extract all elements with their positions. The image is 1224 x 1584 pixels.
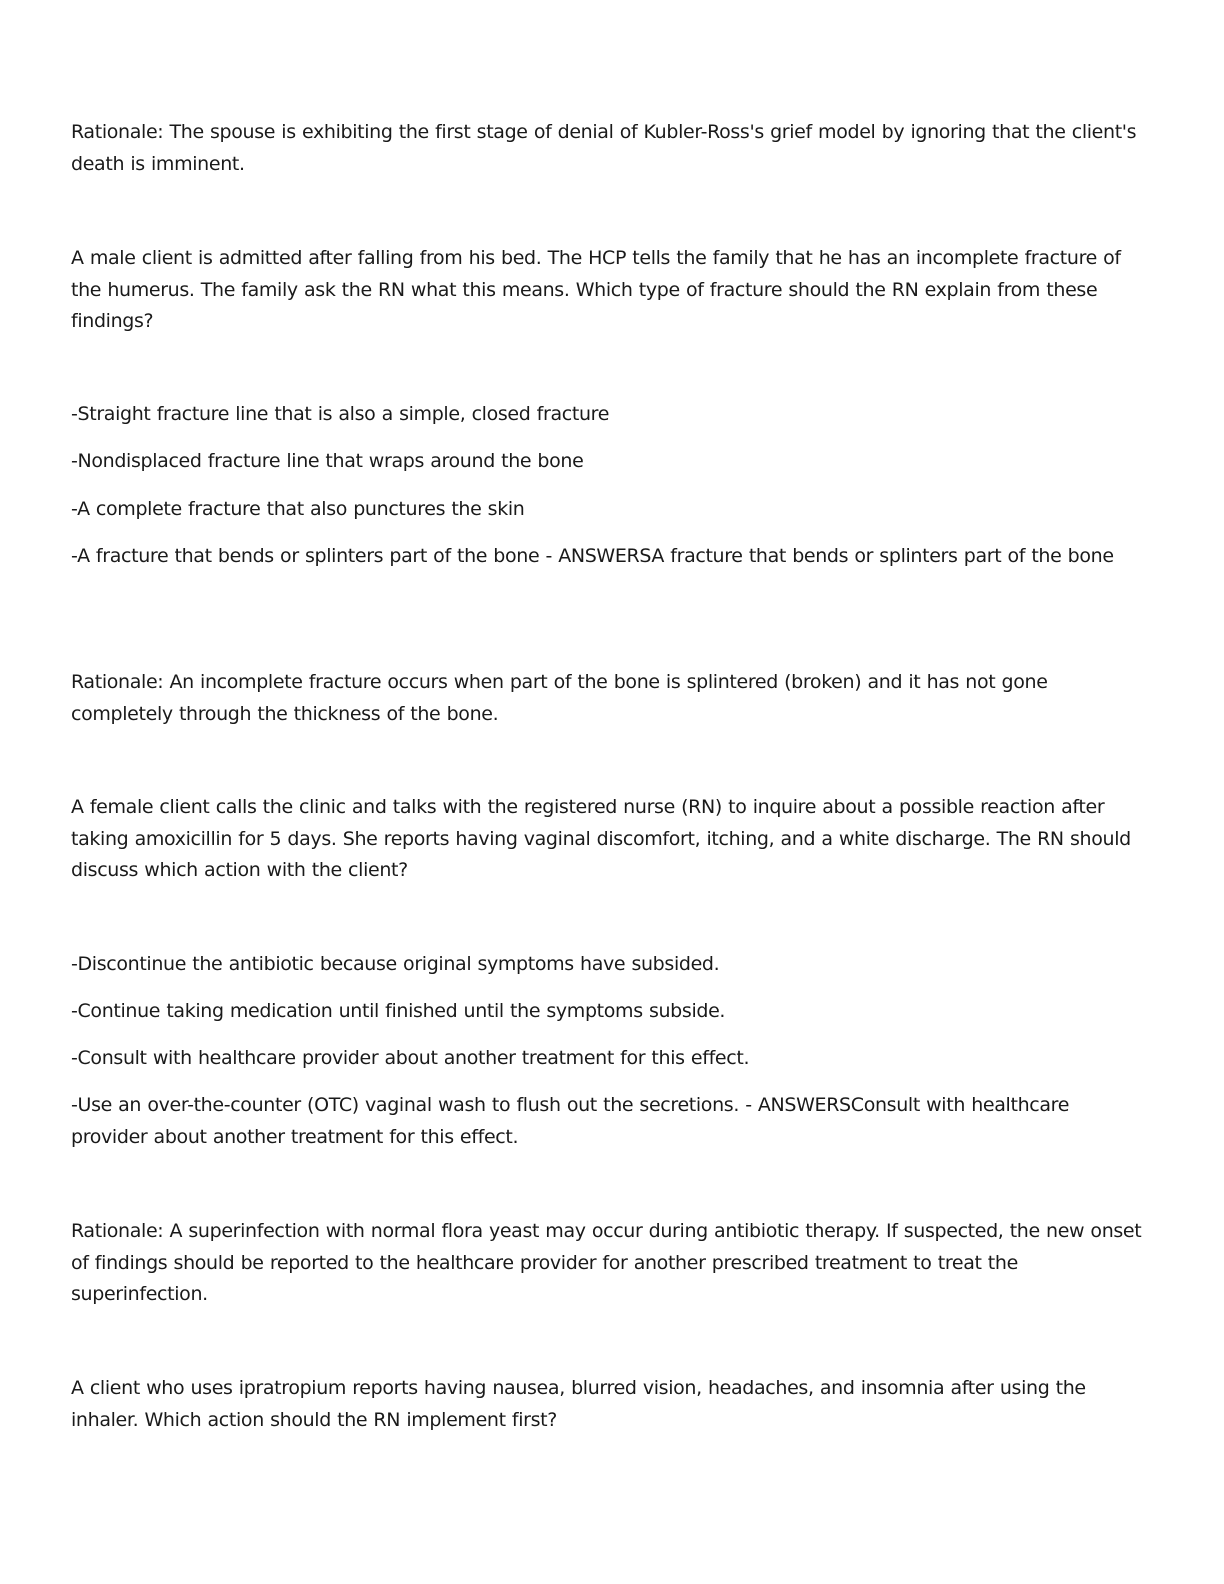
rationale-grief: Rationale: The spouse is exhibiting the first stage of denial of Kubler-Ross's grief model by ignoring that the client's death is imminent. (71, 121, 1137, 175)
option-amoxicillin-2: -Continue taking medication until finished until the symptoms subside. (71, 1000, 726, 1022)
question-amoxicillin: A female client calls the clinic and talks with the registered nurse (RN) to inquire about a possible reaction after taking amoxicillin for 5 days. She reports having vaginal discomfort, itching, and a white discharge. The RN should discuss which action with the client? (71, 796, 1131, 881)
rationale-superinfection: Rationale: A superinfection with normal flora yeast may occur during antibiotic therapy. If suspected, the new onset of findings should be reported to the healthcare provider for another prescribed treatment to treat the superinfection. (71, 1220, 1142, 1305)
option-amoxicillin-3: -Consult with healthcare provider about another treatment for this effect. (71, 1047, 750, 1069)
option-fracture-2: -Nondisplaced fracture line that wraps around the bone (71, 450, 584, 472)
option-fracture-3: -A complete fracture that also punctures the skin (71, 498, 525, 520)
option-amoxicillin-4-answer: -Use an over-the-counter (OTC) vaginal wash to flush out the secretions. - ANSWERSConsult with healthcare provider about another treatment for this effect. (71, 1094, 1070, 1148)
option-fracture-4-answer: -A fracture that bends or splinters part of the bone - ANSWERSA fracture that bends or splinters part of the bone (71, 545, 1114, 567)
rationale-fracture: Rationale: An incomplete fracture occurs when part of the bone is splintered (broken) and it has not gone completely through the thickness of the bone. (71, 671, 1048, 725)
question-ipratropium: A client who uses ipratropium reports having nausea, blurred vision, headaches, and insomnia after using the inhaler. Which action should the RN implement first? (71, 1377, 1086, 1431)
option-fracture-1: -Straight fracture line that is also a simple, closed fracture (71, 403, 610, 425)
question-fracture: A male client is admitted after falling from his bed. The HCP tells the family that he has an incomplete fracture of the humerus. The family ask the RN what this means. Which type of fracture should the RN explain from these findings? (71, 247, 1121, 332)
option-amoxicillin-1: -Discontinue the antibiotic because original symptoms have subsided. (71, 953, 720, 975)
